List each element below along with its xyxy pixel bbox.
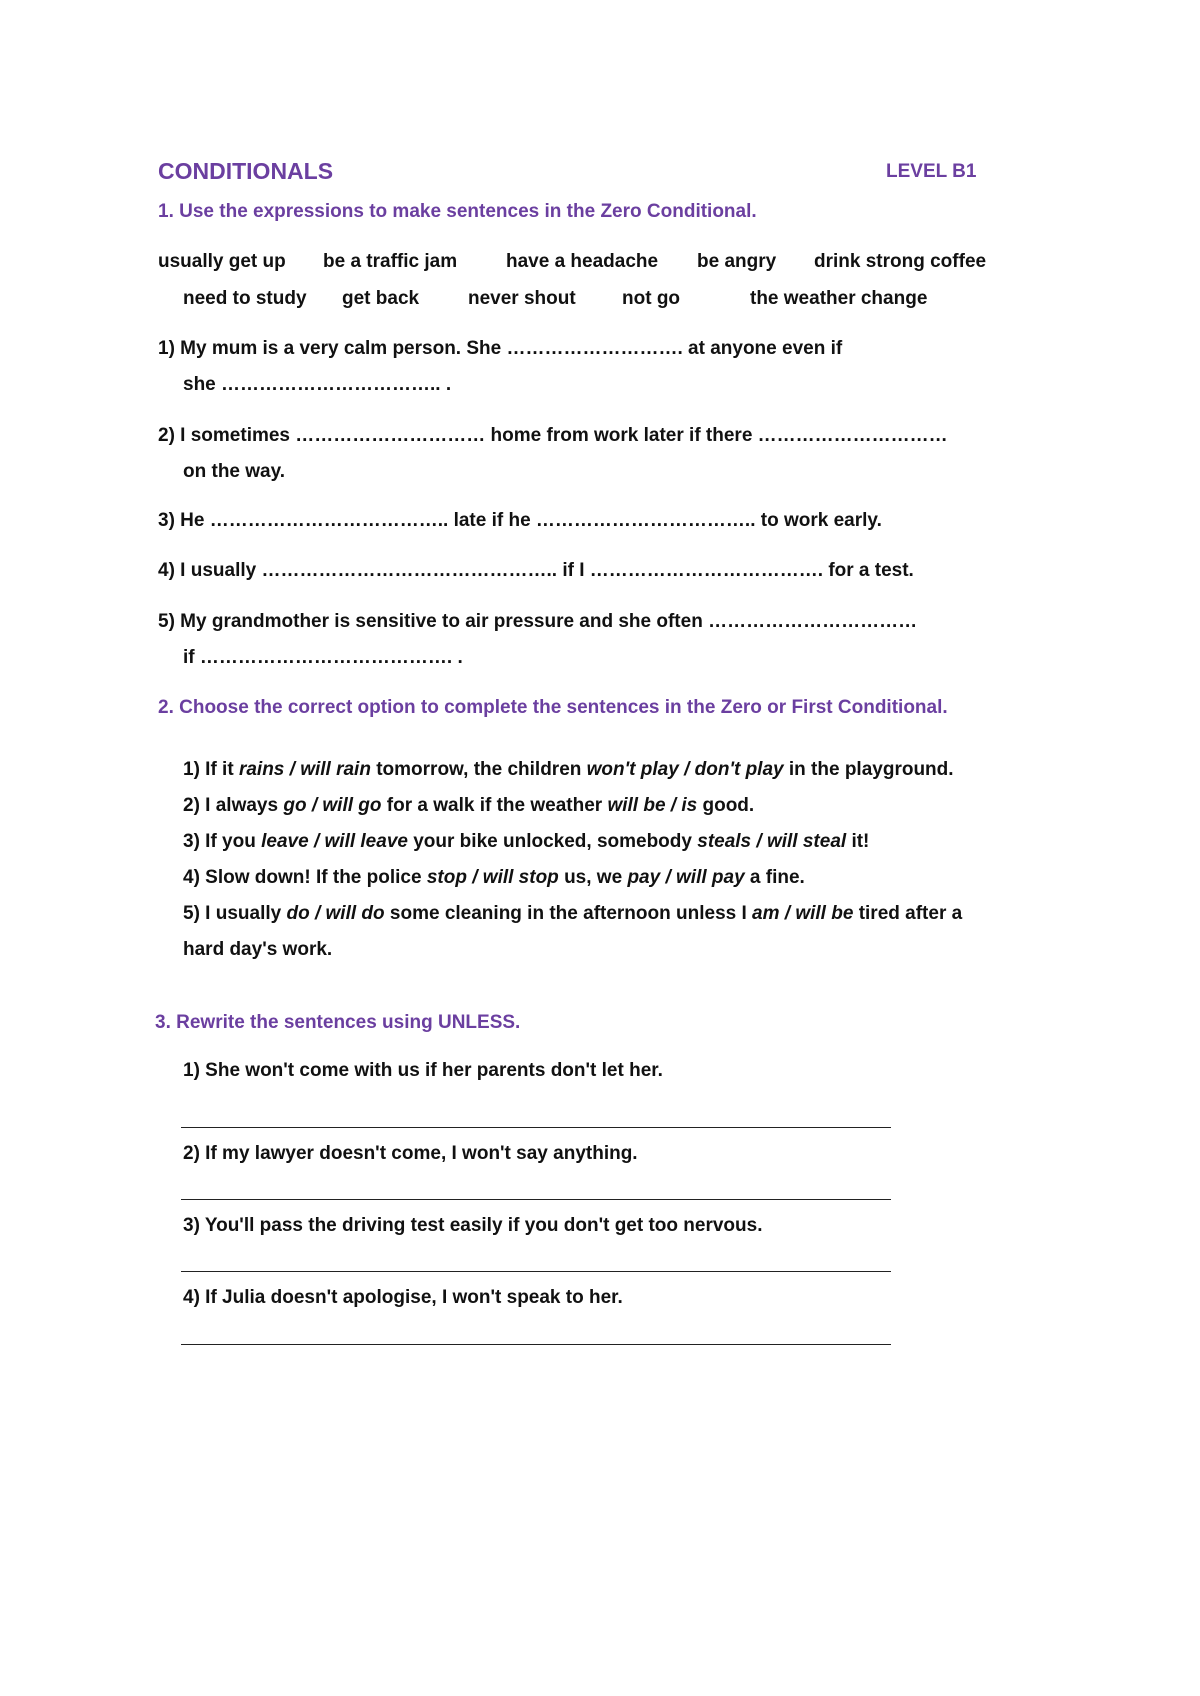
exercise2-item bbox=[183, 831, 869, 853]
exercise2-item bbox=[183, 903, 962, 925]
option-pair[interactable]: stop / will stop bbox=[426, 867, 559, 888]
word-bank-item: be angry bbox=[697, 251, 777, 272]
exercise3-item1: 1) She won't come with us if her parents don't let her. bbox=[183, 1060, 663, 1081]
sentence-text: good. bbox=[697, 795, 755, 816]
level-label: LEVEL B1 bbox=[886, 161, 977, 182]
sentence-text: 1) If it bbox=[183, 759, 239, 780]
word-bank-item: never shout bbox=[468, 288, 576, 309]
sentence-text: 5) I usually bbox=[183, 903, 287, 924]
exercise1-item4: 4) I usually ……………………………………….. if I ………………………………. for a test. bbox=[158, 560, 914, 581]
exercise1-item5-cont: if …………………………………. . bbox=[183, 647, 463, 668]
sentence-text: us, we bbox=[558, 867, 628, 888]
answer-line[interactable] bbox=[181, 1199, 891, 1200]
sentence-text: your bike unlocked, somebody bbox=[407, 831, 698, 852]
word-bank-item: the weather change bbox=[750, 288, 928, 309]
section3-heading: 3. Rewrite the sentences using UNLESS. bbox=[155, 1012, 521, 1033]
exercise3-item3: 3) You'll pass the driving test easily if you don't get too nervous. bbox=[183, 1215, 763, 1236]
word-bank-item: drink strong coffee bbox=[814, 251, 987, 272]
exercise1-item2-cont: on the way. bbox=[183, 461, 286, 482]
option-pair[interactable]: rains / will rain bbox=[238, 759, 371, 780]
option-pair[interactable]: do / will do bbox=[286, 903, 385, 924]
word-bank-item: usually get up bbox=[158, 251, 286, 272]
option-pair[interactable]: leave / will leave bbox=[261, 831, 408, 852]
word-bank-item: not go bbox=[622, 288, 681, 309]
sentence-text: 4) Slow down! If the police bbox=[183, 867, 427, 888]
sentence-text: some cleaning in the afternoon unless I bbox=[384, 903, 753, 924]
worksheet-title: CONDITIONALS bbox=[158, 158, 334, 184]
option-pair[interactable]: go / will go bbox=[283, 795, 382, 816]
sentence-text: for a walk if the weather bbox=[381, 795, 608, 816]
sentence-text: it! bbox=[846, 831, 870, 852]
word-bank-item: be a traffic jam bbox=[323, 251, 458, 272]
sentence-text: tired after a bbox=[853, 903, 963, 924]
sentence-text: in the playground. bbox=[783, 759, 954, 780]
answer-line[interactable] bbox=[181, 1344, 891, 1345]
exercise3-item4: 4) If Julia doesn't apologise, I won't speak to her. bbox=[183, 1287, 623, 1308]
answer-line[interactable] bbox=[181, 1127, 891, 1128]
word-bank-item: get back bbox=[342, 288, 420, 309]
exercise2-item bbox=[183, 867, 805, 889]
sentence-text: 3) If you bbox=[183, 831, 262, 852]
exercise1-item3: 3) He ……………………………….. late if he …………………………….. to work early. bbox=[158, 510, 882, 531]
exercise2-item5-cont: hard day's work. bbox=[183, 939, 333, 960]
exercise1-item5: 5) My grandmother is sensitive to air pressure and she often …………………………… bbox=[158, 611, 918, 632]
exercise2-item bbox=[183, 759, 954, 781]
answer-line[interactable] bbox=[181, 1271, 891, 1272]
exercise3-item2: 2) If my lawyer doesn't come, I won't say anything. bbox=[183, 1143, 638, 1164]
section2-heading: 2. Choose the correct option to complete the sentences in the Zero or First Conditional. bbox=[158, 697, 948, 718]
sentence-text: a fine. bbox=[744, 867, 805, 888]
sentence-text: 2) I always bbox=[183, 795, 284, 816]
exercise2-item bbox=[183, 795, 754, 817]
exercise1-item1: 1) My mum is a very calm person. She ………………………. at anyone even if bbox=[158, 338, 843, 359]
option-pair[interactable]: won't play / don't play bbox=[586, 759, 784, 780]
exercise1-item1-cont: she …………………………….. . bbox=[183, 374, 452, 395]
section1-heading: 1. Use the expressions to make sentences in the Zero Conditional. bbox=[158, 201, 757, 222]
word-bank-item: have a headache bbox=[506, 251, 659, 272]
option-pair[interactable]: pay / will pay bbox=[627, 867, 745, 888]
exercise1-item2: 2) I sometimes ………………………… home from work later if there ………………………… bbox=[158, 425, 948, 446]
option-pair[interactable]: steals / will steal bbox=[697, 831, 847, 852]
option-pair[interactable]: am / will be bbox=[752, 903, 854, 924]
option-pair[interactable]: will be / is bbox=[607, 795, 698, 816]
sentence-text: tomorrow, the children bbox=[370, 759, 587, 780]
word-bank-item: need to study bbox=[183, 288, 307, 309]
